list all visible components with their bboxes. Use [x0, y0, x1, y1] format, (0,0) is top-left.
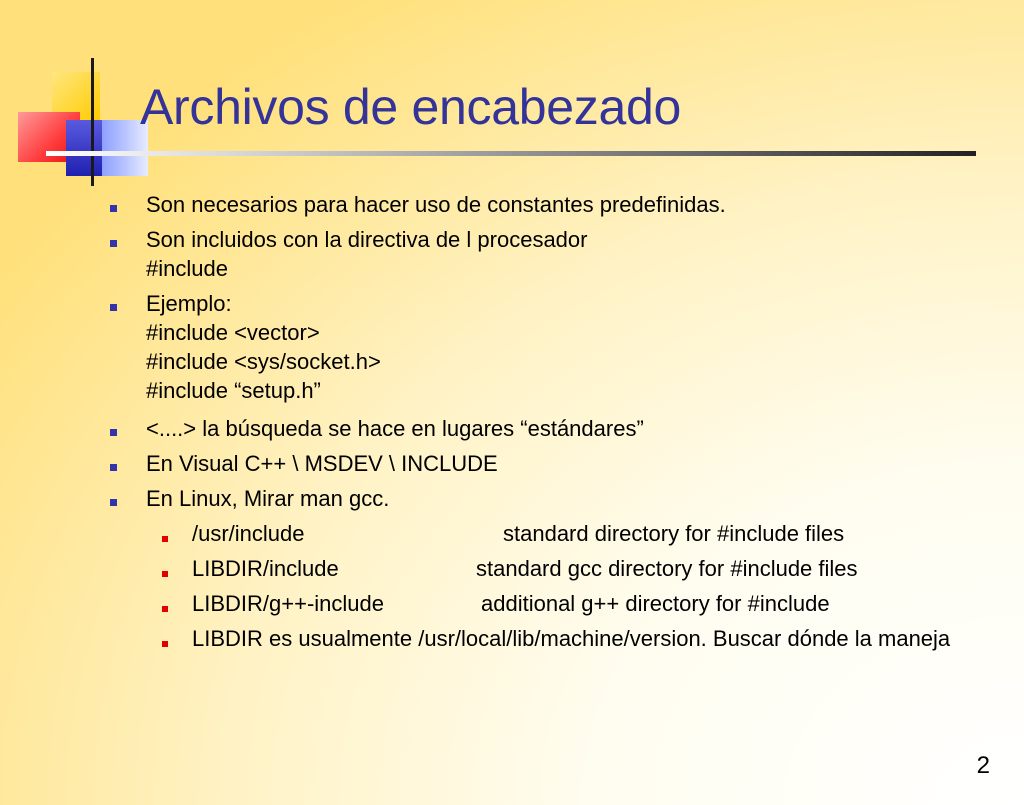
- decorative-blue-square: [66, 120, 106, 176]
- sub-bullet-marker: [162, 571, 168, 577]
- sub-bullet-description: additional g++ directory for #include: [481, 591, 830, 616]
- sub-bullet-path: LIBDIR/include: [192, 556, 339, 581]
- bullet-marker: [110, 429, 117, 436]
- bullet-marker: [110, 304, 117, 311]
- sub-bullet-path: LIBDIR es usualmente /usr/local/lib/machine/version. Buscar dónde la maneja: [192, 626, 951, 651]
- sub-bullet-path: LIBDIR/g++-include: [192, 591, 384, 616]
- bullet-text: #include <vector>: [146, 320, 320, 345]
- bullet-item: [146, 190, 726, 219]
- sub-bullet-marker: [162, 606, 168, 612]
- bullet-text: <....> la búsqueda se hace en lugares “estándares”: [146, 416, 644, 441]
- bullet-marker: [110, 464, 117, 471]
- sub-bullet-description: standard gcc directory for #include files: [476, 556, 858, 581]
- bullet-item: [146, 484, 389, 513]
- bullet-marker: [110, 499, 117, 506]
- bullet-text: Son necesarios para hacer uso de constantes predefinidas.: [146, 192, 726, 217]
- bullet-item: [146, 289, 381, 405]
- sub-bullet-marker: [162, 536, 168, 542]
- bullet-text: #include <sys/socket.h>: [146, 349, 381, 374]
- bullet-item: [146, 449, 498, 478]
- bullet-text: En Visual C++ \ MSDEV \ INCLUDE: [146, 451, 498, 476]
- decorative-vertical-line: [91, 58, 94, 186]
- bullet-marker: [110, 240, 117, 247]
- bullet-marker: [110, 205, 117, 212]
- bullet-text: Son incluidos con la directiva de l procesador: [146, 227, 588, 252]
- bullet-item: [146, 225, 587, 283]
- bullet-text: Ejemplo:: [146, 291, 232, 316]
- bullet-text: En Linux, Mirar man gcc.: [146, 486, 390, 511]
- sub-bullet-path: /usr/include: [192, 521, 305, 546]
- sub-bullet-description: standard directory for #include files: [503, 521, 845, 546]
- bullet-item: [146, 414, 644, 443]
- sub-bullet-marker: [162, 641, 168, 647]
- bullet-text: #include “setup.h”: [146, 378, 321, 403]
- title-underline: [46, 151, 976, 156]
- page-number: 2: [976, 752, 990, 779]
- slide-title: Archivos de encabezado: [140, 79, 681, 135]
- bullet-text: #include: [146, 256, 228, 281]
